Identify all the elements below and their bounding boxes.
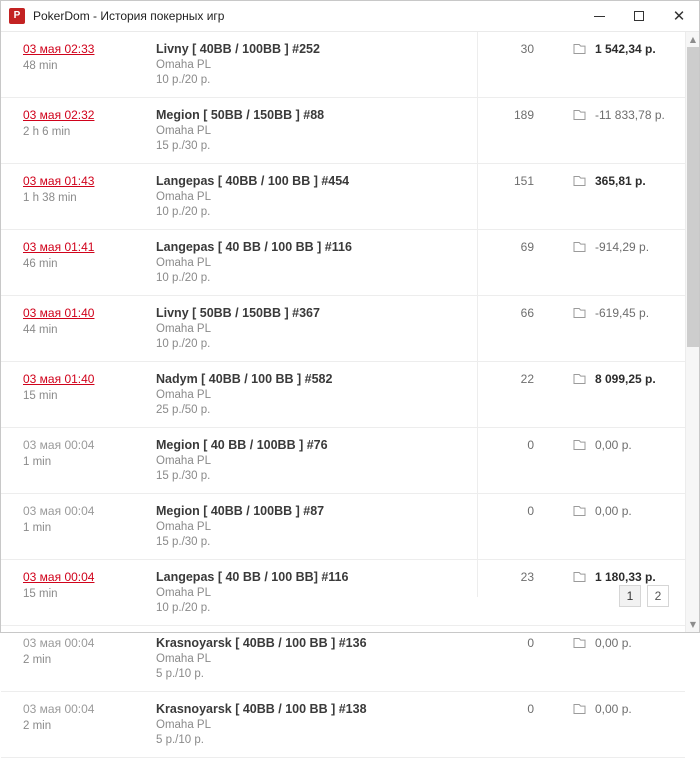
hands-count: 0 (527, 438, 534, 452)
hands-count: 66 (520, 306, 534, 320)
game-type: Omaha PL (156, 191, 211, 203)
row-date-cell (1, 174, 156, 205)
row-result-cell (545, 306, 685, 321)
table-row[interactable] (1, 164, 685, 230)
note-icon[interactable] (573, 505, 586, 517)
session-duration: 2 min (23, 720, 52, 732)
game-title: Krasnoyarsk [ 40BB / 100 BB ] #136 (156, 636, 367, 650)
row-result-cell (545, 372, 685, 387)
row-result-cell (545, 42, 685, 57)
table-row[interactable] (1, 560, 685, 626)
table-row[interactable] (1, 692, 685, 758)
table-row[interactable] (1, 428, 685, 494)
session-date-link[interactable]: 03 мая 00:04 (23, 570, 95, 584)
game-title: Megion [ 50BB / 150BB ] #88 (156, 108, 325, 122)
game-stakes: 15 p./30 p. (156, 470, 211, 482)
game-type: Omaha PL (156, 389, 211, 401)
row-game-cell (156, 108, 454, 154)
row-game-cell (156, 702, 454, 748)
game-title: Megion [ 40 BB / 100BB ] #76 (156, 438, 328, 452)
game-title: Livny [ 50BB / 150BB ] #367 (156, 306, 320, 320)
history-table (1, 32, 685, 746)
row-result-cell (545, 438, 685, 453)
result-amount: -914,29 р. (595, 240, 650, 254)
hands-count: 0 (527, 636, 534, 650)
row-result-cell (545, 504, 685, 519)
row-date-cell (1, 636, 156, 667)
note-icon[interactable] (573, 373, 586, 385)
game-title: Megion [ 40BB / 100BB ] #87 (156, 504, 325, 518)
row-game-cell (156, 174, 454, 220)
game-type: Omaha PL (156, 455, 211, 467)
page-button-1[interactable]: 1 (619, 585, 641, 607)
title-bar (1, 1, 699, 32)
session-date-link[interactable]: 03 мая 01:41 (23, 240, 95, 254)
game-title: Nadym [ 40BB / 100 BB ] #582 (156, 372, 333, 386)
note-icon[interactable] (573, 175, 586, 187)
hands-count: 23 (520, 570, 534, 584)
note-icon[interactable] (573, 307, 586, 319)
game-stakes: 25 p./50 p. (156, 404, 211, 416)
game-title: Krasnoyarsk [ 40BB / 100 BB ] #138 (156, 702, 367, 716)
row-date-cell (1, 240, 156, 271)
table-row[interactable] (1, 230, 685, 296)
session-duration: 2 h 6 min (23, 126, 71, 138)
game-stakes: 15 p./30 p. (156, 536, 211, 548)
game-type: Omaha PL (156, 59, 211, 71)
row-game-cell (156, 240, 454, 286)
row-game-cell (156, 438, 454, 484)
note-icon[interactable] (573, 109, 586, 121)
maximize-button[interactable] (619, 1, 659, 31)
hands-count: 0 (527, 702, 534, 716)
session-duration: 15 min (23, 390, 58, 402)
session-duration: 1 min (23, 456, 52, 468)
row-date-cell (1, 372, 156, 403)
close-button[interactable] (659, 1, 699, 31)
table-row[interactable] (1, 296, 685, 362)
close-icon: ✕ (672, 6, 686, 25)
hands-count: 151 (513, 174, 534, 188)
row-result-cell (545, 240, 685, 255)
game-title: Livny [ 40BB / 100BB ] #252 (156, 42, 320, 56)
result-amount: 1 542,34 р. (595, 42, 656, 56)
result-amount: -619,45 р. (595, 306, 650, 320)
row-result-cell (545, 636, 685, 651)
game-stakes: 5 p./10 p. (156, 734, 204, 746)
row-result-cell (545, 702, 685, 717)
result-amount: 0,00 р. (595, 702, 632, 716)
session-duration: 1 h 38 min (23, 192, 77, 204)
note-icon[interactable] (573, 43, 586, 55)
table-row[interactable] (1, 626, 685, 692)
session-date-link: 03 мая 00:04 (23, 702, 95, 716)
row-date-cell (1, 438, 156, 469)
hands-count: 30 (520, 42, 534, 56)
game-title: Langepas [ 40 BB / 100 BB] #116 (156, 570, 349, 584)
session-duration: 2 min (23, 654, 52, 666)
game-stakes: 10 p./20 p. (156, 74, 211, 86)
result-amount: 0,00 р. (595, 504, 632, 518)
session-duration: 46 min (23, 258, 58, 270)
result-amount: 0,00 р. (595, 636, 632, 650)
game-type: Omaha PL (156, 719, 211, 731)
game-stakes: 10 p./20 p. (156, 338, 211, 350)
table-row[interactable] (1, 362, 685, 428)
game-type: Omaha PL (156, 257, 211, 269)
result-amount: 365,81 р. (595, 174, 646, 188)
table-row[interactable] (1, 98, 685, 164)
row-game-cell (156, 504, 454, 550)
game-type: Omaha PL (156, 521, 211, 533)
game-stakes: 5 p./10 p. (156, 668, 204, 680)
session-duration: 1 min (23, 522, 52, 534)
session-date-link[interactable]: 03 мая 02:32 (23, 108, 95, 122)
result-amount: 1 180,33 р. (595, 570, 656, 584)
game-title: Langepas [ 40BB / 100 BB ] #454 (156, 174, 350, 188)
session-date-link[interactable]: 03 мая 02:33 (23, 42, 95, 56)
scroll-up-icon[interactable]: ▲ (689, 34, 697, 44)
session-date-link[interactable]: 03 мая 01:40 (23, 306, 95, 320)
row-game-cell (156, 636, 454, 682)
scrollbar-thumb[interactable] (687, 47, 699, 347)
minimize-button[interactable] (579, 1, 619, 31)
result-amount: 8 099,25 р. (595, 372, 656, 386)
table-row[interactable] (1, 494, 685, 560)
note-icon[interactable] (573, 439, 586, 451)
vertical-scrollbar[interactable] (685, 32, 699, 632)
session-duration: 44 min (23, 324, 58, 336)
note-icon[interactable] (573, 571, 586, 583)
row-date-cell (1, 504, 156, 535)
page-button-2[interactable]: 2 (647, 585, 669, 607)
hands-count: 0 (527, 504, 534, 518)
row-date-cell (1, 42, 156, 73)
game-stakes: 10 p./20 p. (156, 602, 211, 614)
row-game-cell (156, 570, 454, 616)
row-date-cell (1, 306, 156, 337)
scroll-down-icon[interactable]: ▼ (689, 619, 697, 629)
game-stakes: 10 p./20 p. (156, 272, 211, 284)
game-stakes: 15 p./30 p. (156, 140, 211, 152)
game-type: Omaha PL (156, 323, 211, 335)
row-result-cell (545, 108, 685, 123)
maximize-icon (634, 11, 644, 21)
row-result-cell (545, 570, 685, 585)
session-duration: 48 min (23, 60, 58, 72)
content-area (1, 32, 699, 746)
note-icon[interactable] (573, 241, 586, 253)
session-date-link[interactable]: 03 мая 01:40 (23, 372, 95, 386)
row-date-cell (1, 108, 156, 139)
session-date-link: 03 мая 00:04 (23, 504, 95, 518)
row-game-cell (156, 306, 454, 352)
hands-count: 69 (520, 240, 534, 254)
session-date-link: 03 мая 00:04 (23, 636, 95, 650)
game-type: Omaha PL (156, 653, 211, 665)
game-type: Omaha PL (156, 125, 211, 137)
result-amount: 0,00 р. (595, 438, 632, 452)
session-date-link[interactable]: 03 мая 01:43 (23, 174, 95, 188)
minimize-icon (594, 16, 605, 17)
pagination (619, 585, 669, 607)
row-game-cell (156, 42, 454, 88)
result-amount: -11 833,78 р. (595, 108, 665, 122)
hands-count: 22 (520, 372, 534, 386)
note-icon[interactable] (573, 637, 586, 649)
app-logo-icon: P (9, 8, 25, 24)
note-icon[interactable] (573, 703, 586, 715)
window-controls (579, 1, 699, 31)
row-game-cell (156, 372, 454, 418)
game-stakes: 10 p./20 p. (156, 206, 211, 218)
game-type: Omaha PL (156, 587, 211, 599)
session-date-link: 03 мая 00:04 (23, 438, 95, 452)
session-duration: 15 min (23, 588, 58, 600)
window-title: PokerDom - История покерных игр (33, 9, 225, 23)
row-date-cell (1, 702, 156, 733)
table-row[interactable] (1, 32, 685, 98)
hands-count: 189 (513, 108, 534, 122)
game-title: Langepas [ 40 BB / 100 BB ] #116 (156, 240, 352, 254)
history-rows (1, 32, 685, 758)
row-date-cell (1, 570, 156, 601)
row-result-cell (545, 174, 685, 189)
